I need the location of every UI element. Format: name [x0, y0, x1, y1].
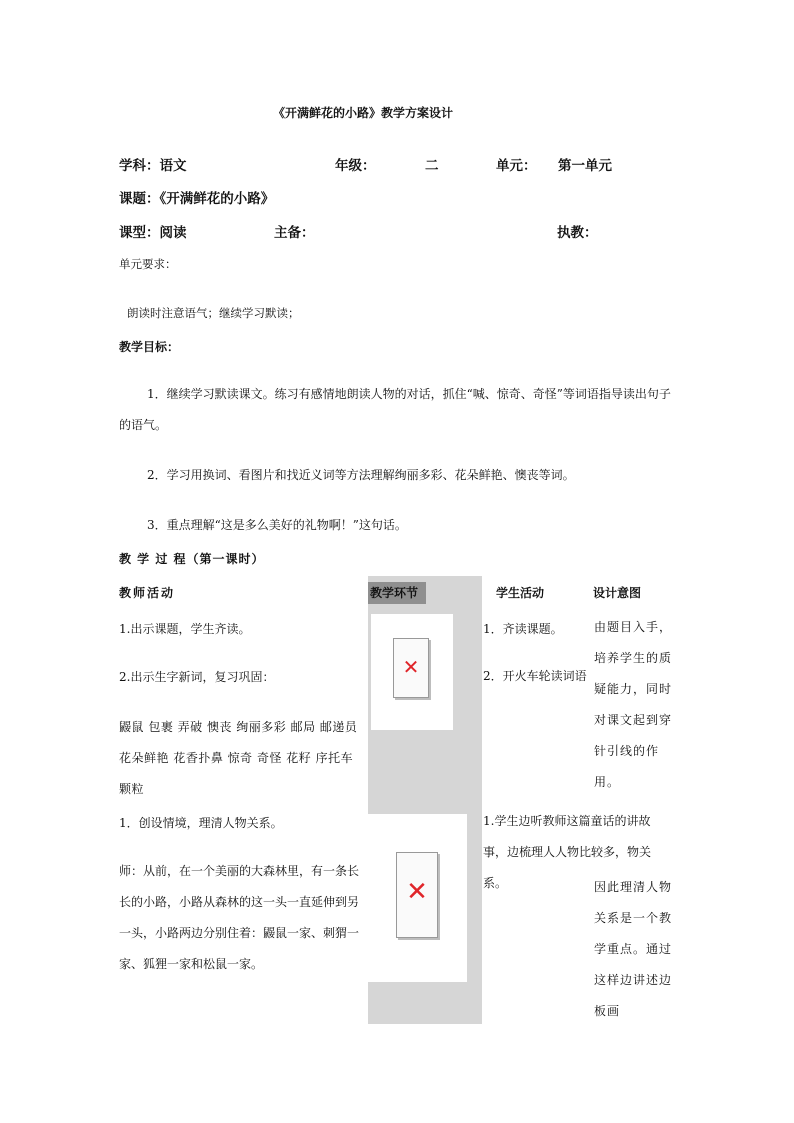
row2-design-intent: 因此理清人物关系是一个教学重点。通过这样边讲述边板画 [594, 880, 673, 1018]
topic-label: 课题：《开满鲜花的小路》 [119, 191, 275, 207]
row2-teacher-narration: 师：从前，在一个美丽的大森林里，有一条长长的小路，小路从森林的这一头一直延伸到另一头，小路两边分别住着：鼹鼠一家、刺猬一家、狐狸一家和松鼠一家。 [119, 864, 360, 971]
row2-teacher-step-1: 1．创设情境，理清人物关系。 [119, 816, 283, 830]
row2-image-cell [368, 814, 467, 982]
row1-student-step-2: 2．开火车轮读词语 [483, 669, 587, 683]
unit-requirements-text: 朗读时注意语气；继续学习默读； [127, 306, 300, 320]
red-x-icon: ✕ [406, 877, 428, 907]
instructor-label: 执教： [557, 225, 598, 241]
row1-student-step-1: 1．齐读课题。 [483, 622, 563, 636]
lesson-type-label: 课型：阅读 [119, 225, 187, 241]
goal-item-2: 2．学习用换词、看图片和找近义词等方法理解绚丽多彩、花朵鲜艳、懊丧等词。 [147, 468, 575, 482]
teacher-activity-header: 教师活动 [119, 586, 176, 600]
row2-student-step-1: 1.学生边听教师这篇童话的讲故事，边梳理人人物比较多，物关系。 [483, 814, 652, 890]
grade-value: 二 [425, 158, 439, 174]
row1-teacher-step-2: 2.出示生字新词，复习巩固： [119, 670, 275, 684]
document-title: 《开满鲜花的小路》教学方案设计 [273, 106, 454, 120]
goal-item-1: 1．继续学习默读课文。练习有感情地朗读人物的对话，抓住“喊、惊奇、奇怪”等词语指导读出句子的语气。 [119, 387, 671, 432]
unit-label: 单元： [496, 158, 537, 174]
red-x-icon: ✕ [402, 655, 420, 679]
row1-teacher-step-1: 1.出示课题，学生齐读。 [119, 622, 251, 636]
process-heading: 教 学 过 程（第一课时） [119, 552, 265, 566]
student-activity-header: 学生活动 [496, 586, 545, 600]
subject-label: 学科：语文 [119, 158, 187, 174]
teaching-link-header: 教学环节 [370, 586, 419, 600]
row1-image-cell [371, 614, 453, 730]
teaching-goals-heading: 教学目标： [119, 340, 180, 354]
goal-item-3: 3．重点理解“这是多么美好的礼物啊！”这句话。 [147, 518, 407, 532]
lead-teacher-label: 主备： [274, 225, 315, 241]
row1-vocabulary-list: 鼹鼠 包裹 弄破 懊丧 绚丽多彩 邮局 邮递员 花朵鲜艳 花香扑鼻 惊奇 奇怪 花籽 序托车 颗粒 [119, 720, 358, 796]
broken-image-icon [393, 638, 429, 698]
grade-label: 年级： [335, 158, 376, 174]
broken-image-icon [396, 852, 438, 938]
design-intent-header: 设计意图 [593, 586, 642, 600]
unit-requirements-heading: 单元要求： [119, 257, 177, 271]
unit-value: 第一单元 [558, 158, 612, 174]
row1-design-intent: 由题目入手，培养学生的质疑能力，同时对课文起到穿针引线的作用。 [594, 620, 673, 789]
